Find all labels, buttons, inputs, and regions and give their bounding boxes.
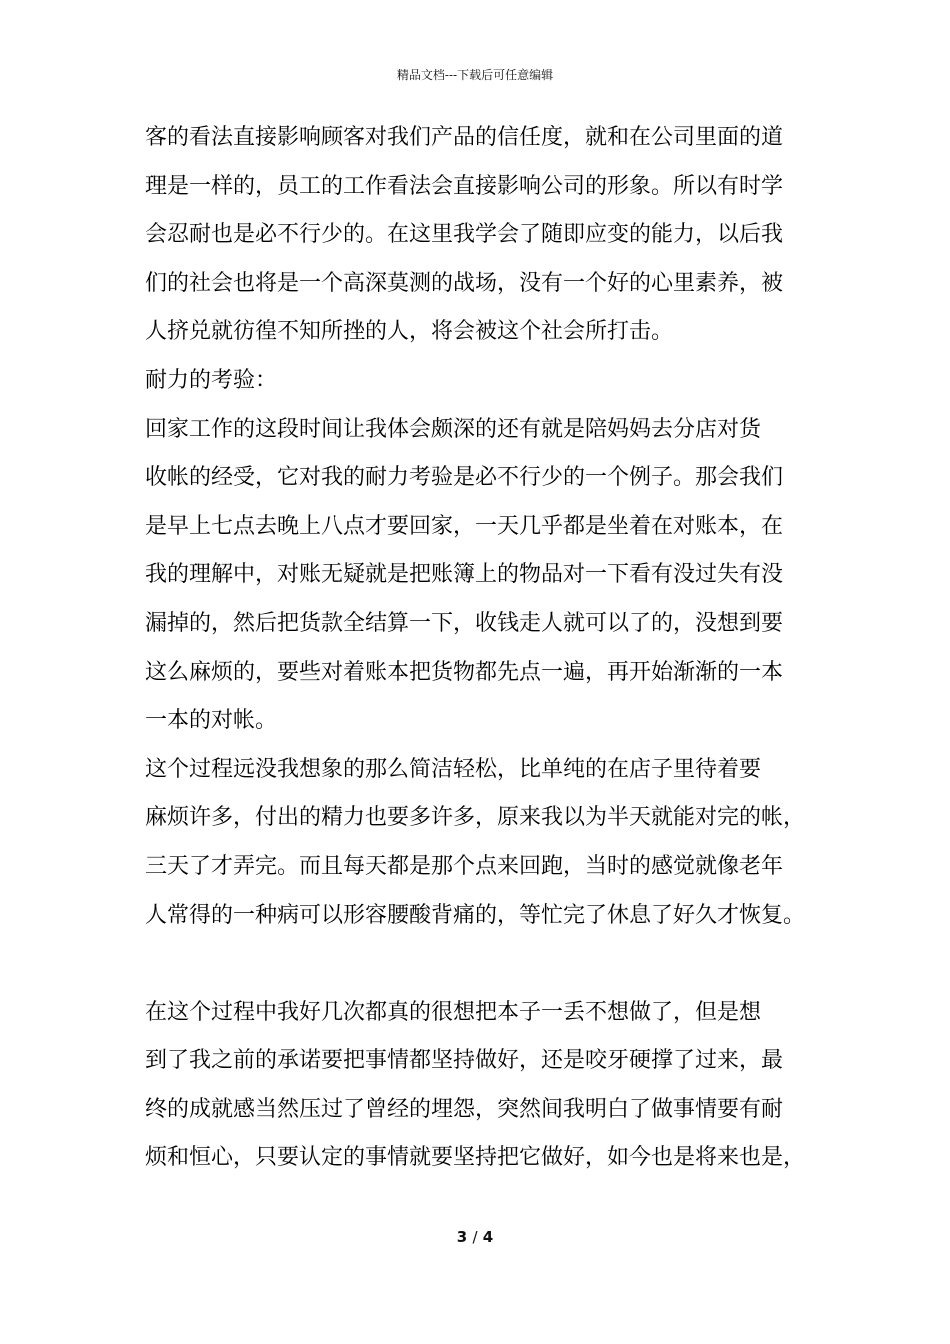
text-line: 终的成就感当然压过了曾经的埋怨，突然间我明白了做事情要有耐: [145, 1096, 784, 1122]
page-total: 4: [482, 1228, 494, 1246]
text-line: 三天了才弄完。而且每天都是那个点来回跑，当时的感觉就像老年: [145, 853, 784, 879]
text-line: 是早上七点去晚上八点才要回家，一天几乎都是坐着在对账本，在: [145, 513, 784, 539]
text-line: 这个过程远没我想象的那么简洁轻松，比单纯的在店子里待着要: [145, 756, 762, 782]
text-line: 们的社会也将是一个高深莫测的战场，没有一个好的心里素养，被: [145, 270, 784, 296]
page-current: 3: [456, 1228, 468, 1246]
text-line: 到了我之前的承诺要把事情都坚持做好，还是咬牙硬撑了过来，最: [145, 1048, 784, 1074]
page-number: [0, 1228, 950, 1246]
text-line: 漏掉的，然后把货款全结算一下，收钱走人就可以了的，没想到要: [145, 610, 784, 636]
text-line: 回家工作的这段时间让我体会颇深的还有就是陪妈妈去分店对货: [145, 416, 762, 442]
text-line: 我的理解中，对账无疑就是把账簿上的物品对一下看有没过失有没: [145, 562, 784, 588]
text-line: 收帐的经受，它对我的耐力考验是必不行少的一个例子。那会我们: [145, 465, 784, 491]
text-line: 麻烦许多，付出的精力也要多许多，原来我以为半天就能对完的帐，: [145, 805, 806, 831]
text-line: 理是一样的，员工的工作看法会直接影响公司的形象。所以有时学: [145, 173, 784, 199]
page-separator: /: [472, 1228, 478, 1246]
blank-line: [145, 952, 825, 1001]
page-header: 精品文档---下载后可任意编辑: [396, 68, 554, 82]
text-line: 这么麻烦的，要些对着账本把货物都先点一遍，再开始渐渐的一本: [145, 659, 784, 685]
text-line: 会忍耐也是必不行少的。在这里我学会了随即应变的能力，以后我: [145, 222, 784, 248]
text-line: 客的看法直接影响顾客对我们产品的信任度，就和在公司里面的道: [145, 125, 784, 150]
text-line: 一本的对帐。: [145, 708, 278, 734]
section-heading: 耐力的考验：: [145, 367, 278, 393]
document-body: [145, 126, 825, 1195]
text-line: 在这个过程中我好几次都真的很想把本子一丢不想做了，但是想: [145, 999, 762, 1025]
text-line: 人常得的一种病可以形容腰酸背痛的，等忙完了休息了好久才恢复。: [145, 902, 806, 928]
text-line: 人挤兑就彷徨不知所挫的人，将会被这个社会所打击。: [145, 319, 674, 345]
text-line: 烦和恒心，只要认定的事情就要坚持把它做好，如今也是将来也是，: [145, 1145, 806, 1171]
